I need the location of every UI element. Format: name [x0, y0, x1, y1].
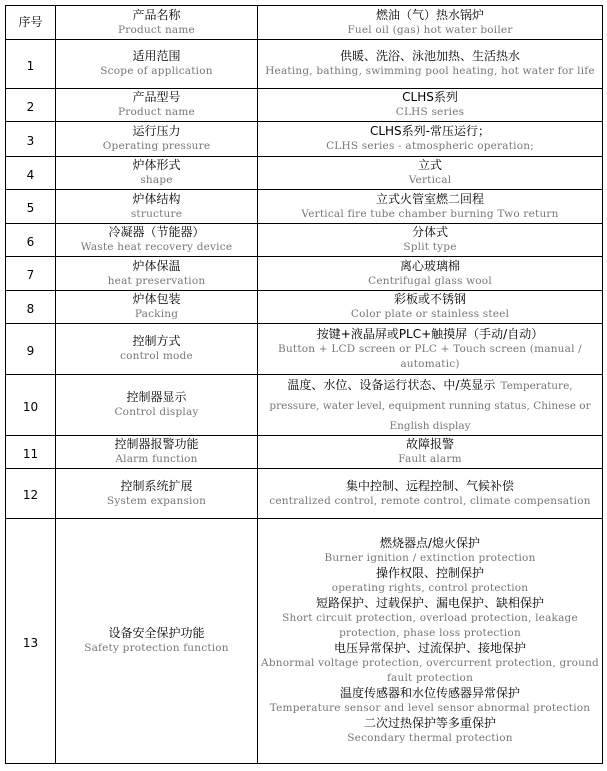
cell-text-zh: [261, 375, 599, 435]
row-number: 9: [26, 343, 35, 358]
row-value: [258, 291, 603, 324]
cell-text-zh: 分体式: [411, 225, 448, 239]
safety-en: operating rights, control protection: [331, 582, 529, 594]
cell-text-en: shape: [140, 174, 173, 186]
cell-text-zh: 产品型号: [132, 90, 181, 104]
header-item: [56, 6, 258, 40]
row-item: [56, 436, 258, 469]
cell-text-zh: CLHS系列-常压运行；: [369, 124, 491, 138]
table-row: [6, 469, 603, 519]
row-value-safety-list: [258, 519, 603, 764]
cell-text-zh: 序号: [18, 15, 43, 29]
row-value: [258, 469, 603, 519]
row-value: [258, 375, 603, 436]
safety-en: Burner ignition / extinction protection: [324, 552, 536, 564]
row-no: [6, 122, 56, 157]
cell-text-en: Heating, bathing, swimming pool heating, hot water for life: [265, 65, 595, 77]
row-no: [6, 89, 56, 122]
cell-text-zh: 适用范围: [132, 49, 181, 63]
row-no: [6, 519, 56, 764]
cell-text-en: heat preservation: [107, 274, 206, 287]
table-row: [6, 40, 603, 89]
cell-text-zh: 炉体结构: [132, 191, 181, 206]
row-item: [56, 324, 258, 375]
cell-text-zh: 立式: [417, 158, 442, 172]
row-value: [258, 436, 603, 469]
cell-text-zh: 控制方式: [132, 334, 181, 348]
table-row: [6, 519, 603, 764]
cell-text-zh: 集中控制、远程控制、气候补偿: [345, 478, 514, 493]
safety-zh: 二次过热保护等多重保护: [363, 716, 496, 730]
safety-zh: 操作权限、控制保护: [375, 566, 484, 580]
cell-text-en: Product name: [118, 23, 195, 36]
row-value: [258, 257, 603, 291]
row-number: 2: [26, 99, 35, 114]
row-no: [6, 291, 56, 324]
cell-text-en: control mode: [120, 350, 193, 362]
table-row: [6, 122, 603, 157]
row-no: [6, 469, 56, 519]
row-value: [258, 157, 603, 190]
row-number: 3: [26, 133, 35, 148]
table-row: [6, 257, 603, 291]
cell-text-en: Vertical: [408, 174, 452, 186]
row-value: [258, 190, 603, 224]
row-number: 11: [22, 446, 39, 461]
cell-text-en: structure: [130, 207, 183, 220]
cell-text-en: Safety protection function: [84, 642, 229, 654]
row-number: 10: [22, 399, 39, 414]
cell-text-en: Scope of application: [100, 65, 213, 77]
cell-text-zh: 立式火管室燃二回程: [375, 191, 484, 206]
cell-text-en: Button + LCD screen or PLC + Touch screen (manual / automatic): [278, 342, 582, 370]
cell-text-en: Alarm function: [115, 453, 198, 465]
row-item: [56, 190, 258, 224]
safety-zh: 短路保护、过载保护、漏电保护、缺相保护: [315, 596, 544, 610]
row-value: [258, 40, 603, 89]
table-row: [6, 224, 603, 257]
cell-text-zh: 产品名称: [132, 7, 181, 22]
row-number: 13: [22, 635, 39, 650]
cell-text-zh: 控制系统扩展: [120, 478, 193, 493]
table-row: [6, 375, 603, 436]
cell-text-en: Waste heat recovery device: [80, 241, 233, 253]
row-value-en: Temperature, pressure, water level, equipment running status, Chinese or English display: [269, 380, 591, 432]
row-number: 8: [26, 301, 35, 316]
row-number: 6: [26, 234, 35, 249]
cell-text-zh: 设备安全保护功能: [108, 626, 205, 640]
cell-text-zh: 燃油（气）热水锅炉: [375, 7, 484, 22]
safety-en: Abnormal voltage protection, overcurrent protection, ground fault protection: [261, 657, 599, 684]
cell-text-zh: 运行压力: [132, 124, 181, 138]
row-item: [56, 157, 258, 190]
row-no: [6, 190, 56, 224]
safety-zh: 温度传感器和水位传感器异常保护: [339, 686, 520, 700]
table-row: [6, 190, 603, 224]
safety-en: Short circuit protection, overload protection, leakage protection, phase loss protection: [282, 612, 578, 639]
cell-text-zh: 离心玻璃棉: [399, 258, 460, 273]
row-value: [258, 324, 603, 375]
table-row: [6, 89, 603, 122]
cell-text-zh: 彩板或不锈钢: [393, 292, 466, 306]
cell-text-zh: 故障报警: [405, 437, 454, 451]
cell-text-zh: 冷凝器（节能器）: [108, 225, 205, 239]
cell-text-en: CLHS series - atmospheric operation;: [326, 140, 534, 152]
cell-text-en: System expansion: [106, 494, 207, 507]
cell-text-en: Centrifugal glass wool: [368, 274, 492, 287]
row-no: [6, 375, 56, 436]
row-no: [6, 324, 56, 375]
row-no: [6, 257, 56, 291]
row-no: [6, 157, 56, 190]
table-row: [6, 157, 603, 190]
cell-text-zh: 供暖、洗浴、泳池加热、生活热水: [339, 49, 520, 63]
row-item: [56, 224, 258, 257]
row-number: 7: [26, 268, 35, 282]
row-item: [56, 122, 258, 157]
row-item: [56, 89, 258, 122]
safety-en: Secondary thermal protection: [347, 732, 513, 744]
safety-en: Temperature sensor and level sensor abnormal protection: [269, 702, 591, 714]
cell-text-en: Fuel oil (gas) hot water boiler: [347, 23, 513, 36]
table-row: [6, 291, 603, 324]
row-value: [258, 89, 603, 122]
table-header-row: [6, 6, 603, 40]
cell-text-en: Packing: [134, 308, 179, 320]
spec-table: [5, 5, 603, 764]
row-item: [56, 519, 258, 764]
row-no: [6, 40, 56, 89]
cell-text-zh: 炉体形式: [132, 158, 181, 172]
table-row: [6, 324, 603, 375]
cell-text-en: Split type: [403, 241, 457, 253]
cell-text-en: Product name: [118, 106, 195, 118]
row-number: 1: [26, 58, 35, 73]
cell-text-en: Vertical fire tube chamber burning Two return: [301, 207, 559, 220]
cell-text-en: CLHS series: [395, 106, 465, 118]
header-value: [258, 6, 603, 40]
row-item: [56, 375, 258, 436]
row-number: 5: [26, 201, 35, 215]
row-no: [6, 436, 56, 469]
cell-text-zh: CLHS系列: [402, 90, 458, 104]
cell-text-zh: 控制器报警功能: [114, 437, 199, 451]
row-value: [258, 224, 603, 257]
safety-zh: 电压异常保护、过流保护、接地保护: [333, 641, 526, 655]
cell-text-en: Fault alarm: [398, 453, 462, 465]
cell-text-zh: 控制器显示: [126, 390, 187, 404]
cell-text-en: Operating pressure: [102, 140, 211, 152]
row-no: [6, 224, 56, 257]
cell-text-zh: 炉体保温: [132, 258, 181, 273]
cell-text-en: Color plate or stainless steel: [350, 308, 510, 320]
row-item: [56, 257, 258, 291]
row-number: 12: [22, 488, 39, 502]
row-value-zh: 温度、水位、设备运行状态、中/英显示: [287, 378, 496, 392]
row-item: [56, 40, 258, 89]
row-number: 4: [26, 167, 35, 182]
safety-zh: 燃烧器点/熄火保护: [379, 536, 481, 550]
cell-text-zh: 按键+液晶屏或PLC+触摸屏（手动/自动）: [316, 326, 544, 341]
row-item: [56, 291, 258, 324]
row-value: [258, 122, 603, 157]
cell-text-zh: 炉体包装: [132, 292, 181, 306]
cell-text-en: centralized control, remote control, climate compensation: [269, 494, 591, 507]
table-row: [6, 436, 603, 469]
cell-text-en: Control display: [114, 406, 199, 418]
row-item: [56, 469, 258, 519]
header-no: [6, 6, 56, 40]
